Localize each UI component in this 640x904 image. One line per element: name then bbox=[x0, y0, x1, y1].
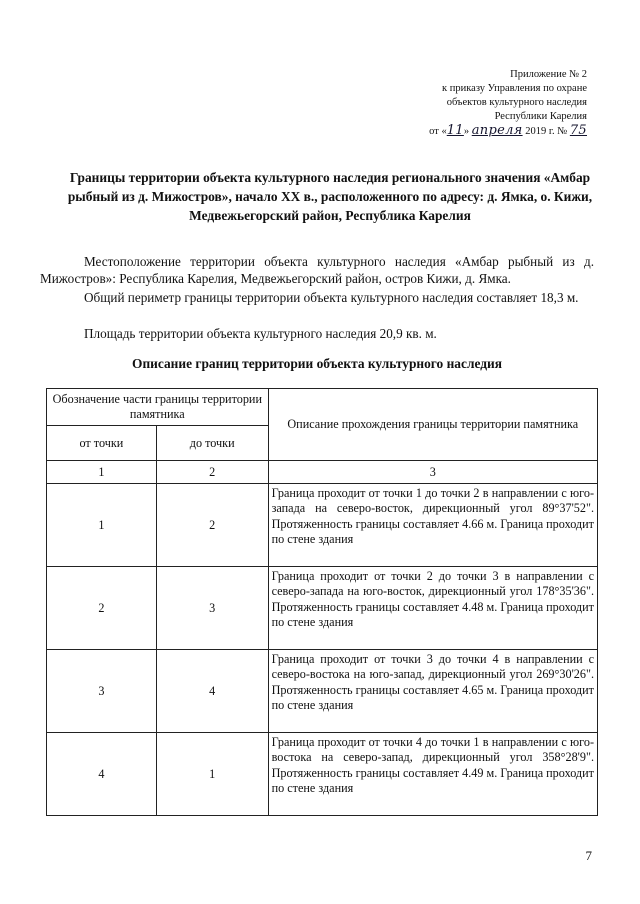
annex-line-2: к приказу Управления по охране bbox=[442, 83, 587, 94]
to-point-cell: 4 bbox=[156, 650, 268, 733]
handwritten-month: апреля bbox=[471, 123, 523, 138]
to-point-cell: 2 bbox=[156, 484, 268, 567]
from-point-cell: 1 bbox=[47, 484, 157, 567]
table-row bbox=[47, 567, 598, 650]
page-number: 7 bbox=[585, 848, 592, 863]
table-row bbox=[47, 733, 598, 816]
table-header-row bbox=[47, 389, 598, 426]
description-cell: Граница проходит от точки 2 до точки 3 в направлении с северо-запада на юго-восток, дирекционный угол 178°35'36". Протяженность границы составляет 4.48 м. Граница проходит по стене здания bbox=[268, 567, 597, 650]
header-from-point: от точки bbox=[47, 426, 157, 461]
handwritten-number: 75 bbox=[569, 123, 587, 138]
table-row bbox=[47, 650, 598, 733]
date-mid: » bbox=[463, 126, 472, 137]
column-number: 3 bbox=[268, 461, 597, 484]
description-cell: Граница проходит от точки 3 до точки 4 в направлении с северо-востока на юго-запад, дирекционный угол 269°30'26". Протяженность границы составляет 4.65 м. Граница проходит по стене здания bbox=[268, 650, 597, 733]
header-description-cell: Описание прохождения границы территории памятника bbox=[268, 389, 597, 461]
location-paragraph: Местоположение территории объекта культурного наследия «Амбар рыбный из д. Мижостров»: Республика Карелия, Медвежьегорский район, остров Кижи, д. Ямка. bbox=[40, 254, 594, 287]
handwritten-day: 11 bbox=[446, 123, 464, 138]
table-row bbox=[47, 484, 598, 567]
to-point-cell: 1 bbox=[156, 733, 268, 816]
annex-line-1: Приложение № 2 bbox=[510, 69, 587, 80]
annex-line-3: объектов культурного наследия bbox=[446, 97, 587, 108]
column-number: 2 bbox=[156, 461, 268, 484]
from-point-cell: 3 bbox=[47, 650, 157, 733]
perimeter-paragraph: Общий периметр границы территории объекта культурного наследия составляет 18,3 м. bbox=[84, 290, 579, 306]
date-suffix: 2019 г. № bbox=[522, 126, 570, 137]
table-title: Описание границ территории объекта культурного наследия bbox=[132, 356, 502, 371]
date-prefix: от « bbox=[429, 126, 447, 137]
description-cell: Граница проходит от точки 4 до точки 1 в направлении с юго-востока на северо-запад, дирекционный угол 358°28'9". Протяженность границы составляет 4.49 м. Граница проходит по стене здания bbox=[268, 733, 597, 816]
header-to-point: до точки bbox=[156, 426, 268, 461]
from-point-cell: 4 bbox=[47, 733, 157, 816]
column-number-row bbox=[47, 461, 598, 484]
to-point-cell: 3 bbox=[156, 567, 268, 650]
annex-line-4: Республики Карелия bbox=[494, 111, 587, 122]
annex-header bbox=[429, 68, 587, 139]
description-cell: Граница проходит от точки 1 до точки 2 в направлении с юго-запада на северо-восток, дирекционный угол 89°37'52". Протяженность границы составляет 4.66 м. Граница проходит по стене здания bbox=[268, 484, 597, 567]
from-point-cell: 2 bbox=[47, 567, 157, 650]
area-paragraph: Площадь территории объекта культурного наследия 20,9 кв. м. bbox=[84, 326, 437, 342]
column-number: 1 bbox=[47, 461, 157, 484]
boundary-table bbox=[46, 388, 598, 816]
annex-date-line bbox=[429, 124, 587, 139]
header-group-cell: Обозначение части границы территории памятника bbox=[47, 389, 269, 426]
document-title: Границы территории объекта культурного наследия регионального значения «Амбар рыбный из д. Мижостров», начало XX в., расположенного по адресу: д. Ямка, о. Кижи, Медвежьегорский район, Республика Карелия bbox=[67, 170, 593, 223]
